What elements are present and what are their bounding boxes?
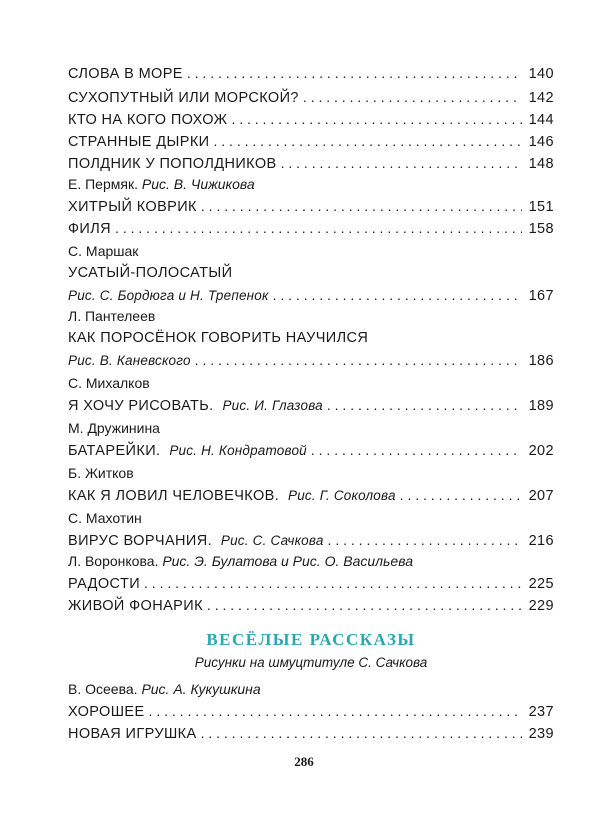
entry-title: КАК Я ЛОВИЛ ЧЕЛОВЕЧКОВ. [68, 488, 280, 504]
dot-leader [144, 572, 522, 594]
entry-title: ХОРОШЕЕ [68, 704, 145, 720]
toc-entry [68, 130, 554, 152]
toc-entry [68, 349, 554, 371]
entry-title: НОВАЯ ИГРУШКА [68, 726, 197, 742]
author-name: М. Дружинина [68, 420, 160, 436]
dot-leader [201, 722, 522, 744]
author-line [68, 551, 554, 572]
toc-entry-title-only [68, 262, 554, 284]
entry-title: СЛОВА В МОРЕ [68, 66, 183, 82]
dot-leader [328, 529, 522, 551]
author-line [68, 241, 554, 262]
entry-page: 239 [528, 726, 554, 742]
author-name: С. Махотин [68, 510, 142, 526]
illustrator: Рис. В. Чижикова [141, 176, 255, 192]
entry-page: 189 [528, 398, 554, 414]
author-line [68, 306, 554, 327]
toc-entry [68, 152, 554, 174]
entry-page: 140 [528, 66, 554, 82]
entry-title: ВИРУС ВОРЧАНИЯ. [68, 533, 213, 549]
entry-title: ФИЛЯ [68, 221, 112, 237]
dot-leader [187, 62, 522, 84]
toc-entry [68, 439, 554, 461]
entry-page: 186 [528, 353, 554, 369]
entry-title: КТО НА КОГО ПОХОЖ [68, 112, 228, 128]
toc-entry-title-only [68, 327, 554, 349]
illustrator: Рис. А. Кукушкина [141, 681, 261, 697]
entry-title: СУХОПУТНЫЙ ИЛИ МОРСКОЙ? [68, 90, 299, 106]
author-line [68, 679, 554, 700]
illustrator: Рис. Н. Кондратовой [169, 443, 307, 458]
author-name: С. Михалков [68, 375, 150, 391]
dot-leader [400, 484, 522, 506]
toc-entry [68, 572, 554, 594]
entry-title: ЖИВОЙ ФОНАРИК [68, 598, 203, 614]
toc-entry [68, 484, 554, 506]
dot-leader [273, 284, 522, 306]
dot-leader [195, 349, 522, 371]
author-name: В. Осеева. [68, 681, 138, 697]
dot-leader [201, 195, 522, 217]
table-of-contents-continued [68, 679, 554, 744]
entry-title: ПОЛДНИК У ПОПОЛДНИКОВ [68, 156, 277, 172]
entry-title: СТРАННЫЕ ДЫРКИ [68, 134, 210, 150]
page-number: 286 [294, 754, 314, 769]
author-line [68, 508, 554, 529]
author-name: Л. Воронкова. [68, 553, 159, 569]
dot-leader [311, 439, 522, 461]
entry-page: 202 [528, 443, 554, 459]
toc-entry [68, 86, 554, 108]
dot-leader [149, 700, 522, 722]
dot-leader [303, 86, 522, 108]
illustrator: Рис. В. Каневского [68, 353, 191, 368]
illustrator: Рис. Г. Соколова [287, 488, 396, 503]
dot-leader [327, 394, 522, 416]
entry-title: КАК ПОРОСЁНОК ГОВОРИТЬ НАУЧИЛСЯ [68, 330, 369, 346]
entry-page: 148 [528, 156, 554, 172]
toc-entry [68, 195, 554, 217]
entry-page: 216 [528, 533, 554, 549]
entry-page: 167 [528, 288, 554, 304]
toc-entry [68, 284, 554, 306]
illustrator: Рис. С. Бордюга и Н. Трепенок [68, 288, 269, 303]
toc-entry [68, 394, 554, 416]
entry-title: БАТАРЕЙКИ. [68, 443, 161, 459]
author-name: С. Маршак [68, 243, 139, 259]
entry-page: 225 [528, 576, 554, 592]
entry-page: 207 [528, 488, 554, 504]
illustrator: Рис. И. Глазова [222, 398, 323, 413]
dot-leader [281, 152, 522, 174]
author-name: Б. Житков [68, 465, 134, 481]
toc-entry [68, 529, 554, 551]
entry-page: 144 [528, 112, 554, 128]
toc-entry [68, 594, 554, 616]
entry-title: Я ХОЧУ РИСОВАТЬ. [68, 398, 214, 414]
author-name: Е. Пермяк. [68, 176, 138, 192]
section-title: ВЕСЁЛЫЕ РАССКАЗЫ [206, 630, 416, 649]
toc-entry [68, 217, 554, 239]
entry-page: 146 [528, 134, 554, 150]
dot-leader [214, 130, 523, 152]
entry-title: РАДОСТИ [68, 576, 141, 592]
toc-entry [68, 700, 554, 722]
author-line [68, 174, 554, 195]
section-header [68, 628, 554, 674]
table-of-contents [68, 62, 554, 616]
toc-entry [68, 62, 554, 84]
toc-entry [68, 108, 554, 130]
dot-leader [231, 108, 522, 130]
author-line [68, 373, 554, 394]
dot-leader [115, 217, 522, 239]
entry-page: 158 [528, 221, 554, 237]
author-line [68, 463, 554, 484]
entry-page: 237 [528, 704, 554, 720]
toc-entry [68, 722, 554, 744]
entry-page: 151 [528, 199, 554, 215]
entry-page: 229 [528, 598, 554, 614]
illustrator: Рис. Э. Булатова и Рис. О. Васильева [162, 553, 413, 569]
dot-leader [207, 594, 522, 616]
author-line [68, 418, 554, 439]
illustrator: Рис. С. Сачкова [220, 533, 324, 548]
entry-page: 142 [528, 90, 554, 106]
entry-title: ХИТРЫЙ КОВРИК [68, 199, 197, 215]
section-subtitle: Рисунки на шмуцтитуле С. Сачкова [194, 655, 428, 670]
entry-title: УСАТЫЙ-ПОЛОСАТЫЙ [68, 265, 233, 281]
author-name: Л. Пантелеев [68, 308, 156, 324]
